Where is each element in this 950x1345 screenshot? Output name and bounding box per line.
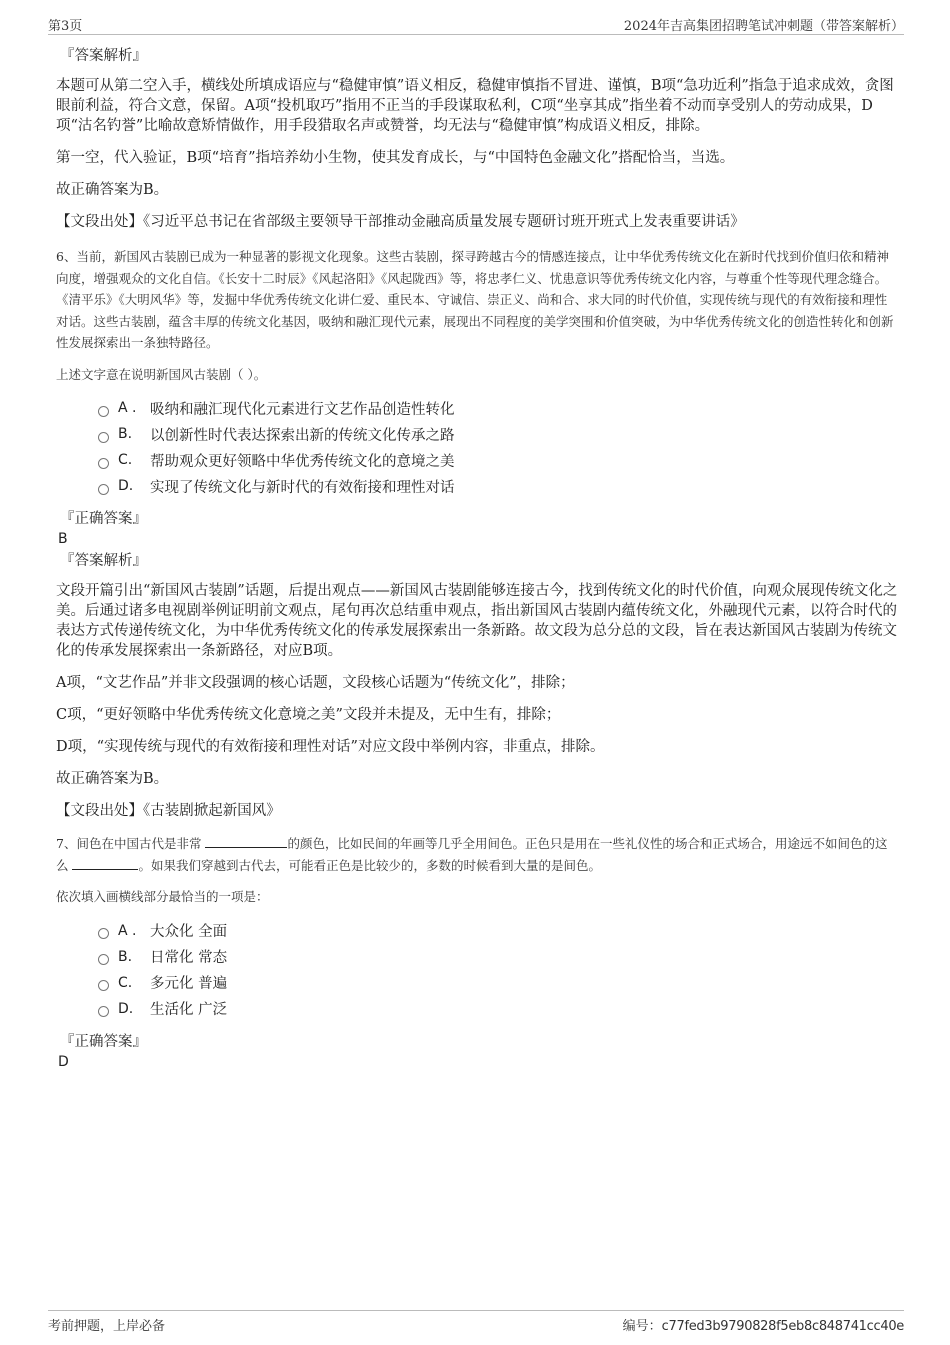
option-text: 帮助观众更好领略中华优秀传统文化的意境之美 [150, 453, 455, 470]
page-number: 第3页 [48, 19, 83, 34]
answer-analysis-label: 『答案解析』 [60, 48, 147, 64]
radio-icon[interactable] [98, 1006, 109, 1017]
document-title: 2024年吉高集团招聘笔试冲刺题（带答案解析） [623, 19, 904, 34]
option-letter: D. [118, 1000, 134, 1017]
option-letter: D. [118, 478, 134, 494]
question-stem: 6、当前，新国风古装剧已成为一种显著的影视文化现象。这些古装剧，探寻跨越古今的情感连接点，让中华优秀传统文化在新时代找到价值归依和精神向度，增强观众的文化自信。《长安十二时辰》《风起洛阳》《风起陇西》等，将忠孝仁义、忧患意识等优秀传统文化内容，与尊重个性等现代理念缝合。《清平乐》《大明风华》等，发掘中华优秀传统文化讲仁爱、重民本、守诚信、崇正义、尚和合、求大同的时代价值，实现传统与现代的有效衔接和理性对话。这些古装剧，蕴含丰厚的传统文化基因，吸纳和融汇现代元素，展现出不同程度的美学突围和价值突破，为中华优秀传统文化的创造性转化和创新性发展探索出一条独特路径。 [56, 249, 894, 350]
option-list [98, 395, 898, 499]
option-letter: C. [118, 974, 133, 991]
fill-blank [205, 835, 287, 848]
option-b[interactable] [98, 944, 898, 970]
analysis-paragraph: 本题可从第二空入手，横线处所填成语应与“稳健审慎”语义相反，稳健审慎指不冒进、谨慎，B项“急功近利”指急于追求成效，贪图眼前利益，符合文意，保留。A项“投机取巧”指用不正当的手段谋取私利，C项“坐享其成”指坐着不动而享受别人的劳动成果，D项“沽名钓誉”比喻故意矫情做作，用手段猎取名声或赞誉，均无法与“稳健审慎”构成语义相反，排除。 [56, 78, 894, 134]
option-text: 多元化 普遍 [150, 976, 228, 992]
option-letter: A . [118, 922, 137, 939]
correct-answer-label: 『正确答案』 [60, 511, 147, 527]
radio-icon[interactable] [98, 406, 109, 417]
analysis-paragraph: 文段开篇引出“新国风古装剧”话题，后提出观点——新国风古装剧能够连接古今，找到传统文化的时代价值，向观众展现传统文化之美。后通过诸多电视剧举例证明前文观点，尾句再次总结重申观点，指出新国风古装剧内蕴传统文化，外融现代元素，以符合时代的表达方式传递传统文化，为中华优秀传统文化的传承发展探索出一条新路。故文段为总分总的文段，旨在表达新国风古装剧为传统文化的传承发展探索出一条新路径，对应B项。 [56, 583, 898, 659]
radio-icon[interactable] [98, 432, 109, 443]
stem-text: 7、间色在中国古代是非常 [56, 836, 206, 851]
option-letter: A . [118, 400, 137, 416]
radio-icon[interactable] [98, 928, 109, 939]
question-stem [56, 833, 898, 876]
code-value: c77fed3b9790828f5eb8c848741cc40e [661, 1319, 904, 1334]
question-prompt: 依次填入画横线部分最恰当的一项是： [56, 889, 269, 904]
correct-answer: D [58, 1053, 69, 1070]
source-citation: 【文段出处】《古装剧掀起新国风》 [56, 803, 281, 819]
page-header [48, 14, 904, 35]
radio-icon[interactable] [98, 980, 109, 991]
option-list [98, 918, 898, 1022]
option-letter: C. [118, 452, 133, 468]
code-label: 编号： [622, 1319, 662, 1334]
option-text: 大众化 全面 [150, 924, 228, 940]
option-b[interactable] [98, 421, 898, 447]
question-prompt: 上述文字意在说明新国风古装剧（ ）。 [56, 366, 267, 382]
analysis-paragraph: A项，“文艺作品”并非文段强调的核心话题，文段核心话题为“传统文化”，排除； [56, 675, 575, 691]
page-footer [48, 1310, 904, 1335]
option-a[interactable] [98, 395, 898, 421]
analysis-paragraph: 故正确答案为B。 [56, 771, 169, 787]
answer-analysis-label: 『答案解析』 [60, 553, 147, 569]
option-text: 以创新性时代表达探索出新的传统文化传承之路 [150, 427, 455, 444]
radio-icon[interactable] [98, 954, 109, 965]
correct-answer-label: 『正确答案』 [60, 1033, 147, 1050]
footer-slogan: 考前押题，上岸必备 [48, 1319, 166, 1334]
stem-text: 的颜色，比如民间的年画等几乎全用间色。正色只是用在一些礼仪性的场合和正式场合，用途远不如间色的这么 [56, 836, 888, 873]
option-c[interactable] [98, 447, 898, 473]
radio-icon[interactable] [98, 484, 109, 495]
option-d[interactable] [98, 996, 898, 1022]
document-code [623, 1315, 904, 1334]
option-text: 日常化 常态 [150, 950, 228, 966]
option-letter: B. [118, 426, 133, 442]
option-letter: B. [118, 948, 133, 965]
option-text: 生活化 广泛 [150, 1002, 228, 1018]
analysis-paragraph: D项，“实现传统与现代的有效衔接和理性对话”对应文段中举例内容，非重点，排除。 [56, 739, 605, 755]
analysis-paragraph: 第一空，代入验证，B项“培育”指培养幼小生物，使其发育成长，与“中国特色金融文化”搭配恰当，当选。 [56, 150, 735, 166]
source-citation: 【文段出处】《习近平总书记在省部级主要领导干部推动金融高质量发展专题研讨班开班式上发表重要讲话》 [56, 214, 745, 230]
analysis-paragraph: 故正确答案为B。 [56, 182, 169, 198]
option-text: 实现了传统文化与新时代的有效衔接和理性对话 [150, 479, 455, 496]
stem-text: 。如果我们穿越到古代去，可能看正色是比较少的，多数的时候看到大量的是间色。 [138, 857, 601, 873]
radio-icon[interactable] [98, 458, 109, 469]
option-text: 吸纳和融汇现代化元素进行文艺作品创造性转化 [150, 401, 455, 418]
analysis-paragraph: C项，“更好领略中华优秀传统文化意境之美”文段并未提及，无中生有，排除； [56, 707, 561, 723]
option-d[interactable] [98, 473, 898, 499]
correct-answer: B [58, 531, 68, 547]
option-c[interactable] [98, 970, 898, 996]
page-content [56, 46, 898, 1074]
fill-blank [72, 857, 138, 870]
option-a[interactable] [98, 918, 898, 944]
